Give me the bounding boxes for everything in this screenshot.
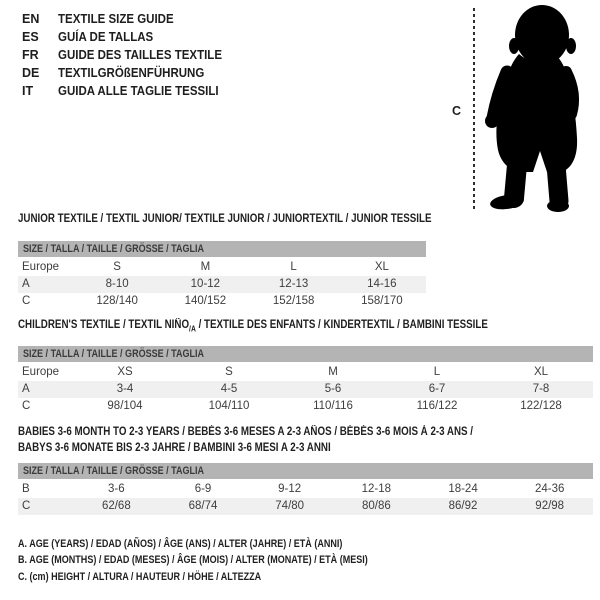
row-label: Europe [22,366,60,378]
table-cell: L [433,366,441,378]
table-cell: 24-36 [534,483,565,495]
row-label: Europe [22,261,60,273]
children-title-prefix: CHILDREN'S TEXTILE / TEXTIL NIÑO [18,319,190,331]
row-label: C [22,500,31,512]
table-cell: XL [533,366,549,378]
language-label: TEXTILGRÖßENFÜHRUNG [58,66,205,80]
table-cell: 14-16 [367,278,397,290]
table-cell: 74/80 [275,500,305,512]
table-cell: 152/158 [272,295,315,307]
table-cell: L [290,261,297,273]
language-guide [22,10,236,100]
table-row [18,293,426,310]
language-code: DE [22,66,40,80]
size-table-babies [18,463,593,515]
table-row [18,498,593,515]
row-label: C [22,295,31,307]
table-cell: 10-12 [190,278,221,290]
table-cell: 6-9 [194,483,212,495]
table-row [18,381,593,398]
section-title-children [18,319,571,333]
children-title-subscript: /A [189,324,196,334]
row-label: B [22,483,30,495]
table-row [18,398,593,415]
table-cell: XL [374,261,389,273]
table-cell: 110/116 [313,400,353,412]
table-cell: 98/104 [107,400,143,412]
table-cell: 62/68 [101,500,131,512]
table-row [18,276,426,293]
size-header-bar [18,346,593,362]
section-title-junior-text: JUNIOR TEXTILE / TEXTIL JUNIOR/ TEXTILE JUNIOR / JUNIORTEXTIL / JUNIOR TESSILE [18,213,432,225]
language-label: TEXTILE SIZE GUIDE [58,12,174,26]
table-cell: M [328,366,338,378]
footnote-line [18,552,445,568]
height-measure-dashed-line [473,8,475,211]
table-cell: 158/170 [361,295,403,307]
table-cell: 140/152 [184,295,227,307]
language-label: GUIDE DES TAILLES TEXTILE [58,48,223,62]
table-cell: S [225,366,233,378]
table-cell: 5-6 [324,383,342,395]
language-code: ES [22,30,39,44]
table-cell: 92/98 [535,500,565,512]
table-cell: 18-24 [448,483,478,495]
table-cell: 68/74 [188,500,218,512]
language-code: IT [22,84,34,98]
language-label: GUIDA ALLE TAGLIE TESSILI [58,84,219,98]
table-cell: 12-18 [361,483,392,495]
row-label: A [22,278,30,290]
language-row [22,46,236,64]
table-cell: 9-12 [278,483,302,495]
footnote-text: C. (cm) HEIGHT / ALTURA / HAUTEUR / HÖHE / ALTEZZA [18,570,262,583]
table-cell: 80/86 [361,500,391,512]
table-cell: 4-5 [220,383,238,395]
footnote-line [18,536,445,552]
table-cell: 12-13 [278,278,309,290]
size-header-bar [18,241,426,257]
babies-title-line1: BABIES 3-6 MONTH TO 2-3 YEARS / BEBÉS 3-6 MESES A 2-3 AÑOS / BÉBÉS 3-6 MOIS À 2-3 ANS / [18,426,474,438]
table-cell: 86/92 [448,500,478,512]
table-cell: XS [117,366,133,378]
table-row [18,481,593,498]
size-header-bar [18,463,593,479]
footnote-line [18,569,445,585]
footnote-text: B. AGE (MONTHS) / EDAD (MESES) / ÂGE (MOIS) / ALTER (MONATE) / ETÀ (MESI) [18,554,368,567]
table-cell: 3-4 [116,383,134,395]
table-cell: 7-8 [532,383,550,395]
row-label: A [22,383,30,395]
size-table-junior [18,241,426,310]
language-row [22,64,236,82]
table-cell: 3-6 [108,483,125,495]
language-code: EN [22,12,40,26]
section-title-children-text [18,319,488,333]
footnotes [18,536,445,585]
table-row [18,259,426,276]
measure-c-label: C [452,104,462,118]
size-header-label: SIZE / TALLA / TAILLE / GRÖSSE / TAGLIA [23,348,205,360]
toddler-silhouette-icon [483,2,600,213]
table-cell: 8-10 [105,278,129,290]
children-title-suffix: / TEXTILE DES ENFANTS / KINDERTEXTIL / BAMBINI TESSILE [195,319,488,331]
language-row [22,82,236,100]
language-row [22,28,236,46]
row-label: C [22,400,31,412]
table-cell: 116/122 [416,400,458,412]
language-label: GUÍA DE TALLAS [58,30,154,44]
section-title-babies [18,424,553,456]
language-code: FR [22,48,39,62]
babies-title-line2: BABYS 3-6 MONATE BIS 2-3 JAHRE / BAMBINI 3-6 MESI A 2-3 ANNI [18,442,331,454]
table-cell: 104/110 [208,400,250,412]
footnote-text: A. AGE (YEARS) / EDAD (AÑOS) / ÂGE (ANS) / ALTER (JAHRE) / ETÀ (ANNI) [18,538,343,550]
language-row [22,10,236,28]
table-row [18,364,593,381]
table-cell: M [200,261,211,273]
section-title-junior [18,213,504,225]
size-header-label: SIZE / TALLA / TAILLE / GRÖSSE / TAGLIA [23,243,205,255]
table-cell: S [113,261,121,273]
size-header-label: SIZE / TALLA / TAILLE / GRÖSSE / TAGLIA [23,465,205,477]
table-cell: 6-7 [428,383,446,395]
table-cell: 128/140 [96,295,138,307]
size-table-children [18,346,593,415]
table-cell: 122/128 [520,400,562,412]
